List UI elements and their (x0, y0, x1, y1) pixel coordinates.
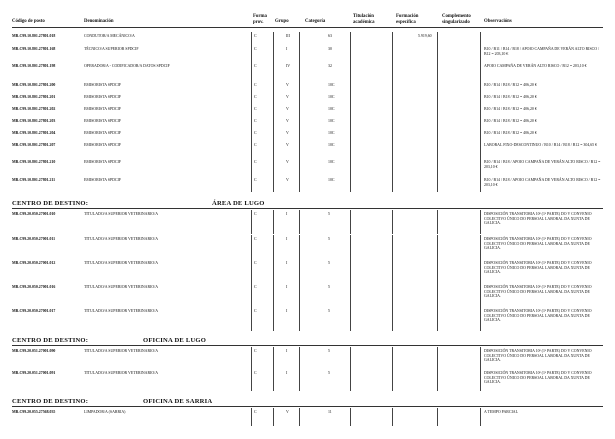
row-code: MR.C99.20.050.27001.010 (12, 212, 56, 216)
column-rule (437, 45, 438, 62)
row-categoria: 63 (328, 34, 332, 38)
row-categoria: 10C (328, 131, 335, 135)
row-categoria: 5 (328, 261, 330, 265)
row-categoria: 5 (328, 285, 330, 289)
row-denominacion: EMISORISTA SPDCIF (84, 107, 121, 111)
row-observaciones: B10 / B14 / B18 / B12 = 406,20 € (484, 131, 537, 135)
row-denominacion: EMISORISTA SPDCIF (84, 160, 121, 164)
column-rule (299, 235, 300, 259)
row-grupo: V (286, 178, 289, 182)
column-rule (251, 93, 252, 105)
column-rule (251, 105, 252, 117)
column-rule (273, 307, 274, 331)
row-denominacion: LIMPADOR/A (SARRIA) (84, 410, 126, 414)
column-rule (299, 307, 300, 331)
column-rule (437, 259, 438, 283)
row-grupo: V (286, 83, 289, 87)
row-code: MR.C99.10.801.27801.210 (12, 160, 56, 164)
column-rule (437, 117, 438, 129)
row-forma: C (254, 261, 257, 265)
row-code: MR.C99.10.801.27801.204 (12, 131, 56, 135)
column-rule (350, 129, 351, 141)
row-forma: C (254, 212, 257, 216)
column-rule (299, 259, 300, 283)
row-observaciones: DISPOSICIÓN TRANSITORIA 10ª (1ª PARTE) DO V CONVENIO COLECTIVO ÚNICO DO PERSOAL LABORAL DA XUNTA DE GALICIA. (484, 237, 592, 251)
row-code: MR.C99.10.801.27801.198 (12, 64, 56, 68)
column-rule (273, 347, 274, 369)
column-rule (392, 141, 393, 158)
column-rule (480, 210, 481, 234)
row-observaciones: LABORAL FIXO-DESCONTINUO / B10 / B14 / B18 / B12 = 304,65 € (484, 143, 598, 147)
column-rule (350, 259, 351, 283)
column-rule (299, 81, 300, 93)
row-grupo: V (286, 143, 289, 147)
row-categoria: 30 (328, 47, 332, 51)
column-rule (437, 81, 438, 93)
column-rule (350, 117, 351, 129)
row-forma: C (254, 237, 257, 241)
column-rule (392, 283, 393, 307)
row-forma: C (254, 34, 257, 38)
row-code: MR.C99.10.801.27801.018 (12, 34, 56, 38)
row-denominacion: EMISORISTA SPDCIF (84, 131, 121, 135)
column-rule (392, 235, 393, 259)
row-denominacion: TITULADO/A SUPERIOR VETERINARIO/A (84, 309, 159, 313)
column-rule (437, 129, 438, 141)
row-code: MR.C99.20.050.27001.016 (12, 285, 56, 289)
row-denominacion: EMISORISTA SPDCIF (84, 119, 121, 123)
row-denominacion: EMISORISTA SPDCIF (84, 143, 121, 147)
header-denominacion: Denominación (84, 19, 114, 24)
column-rule (251, 141, 252, 158)
centro-destino-label: CENTRO DE DESTINO: (12, 337, 89, 344)
column-rule (350, 158, 351, 176)
row-forma: C (254, 371, 257, 375)
section-rule (12, 345, 603, 346)
row-forma: C (254, 131, 257, 135)
column-rule (251, 259, 252, 283)
column-rule (299, 62, 300, 81)
row-categoria: 10C (328, 95, 335, 99)
column-rule (251, 307, 252, 331)
column-rule (251, 45, 252, 62)
column-rule (273, 283, 274, 307)
header-formacion: Formación específica (396, 14, 419, 25)
row-complemento: 5.919,60 (418, 34, 432, 38)
column-rule (273, 81, 274, 93)
row-denominacion: TITULADO/A SUPERIOR VETERINARIO/A (84, 371, 159, 375)
column-rule (480, 259, 481, 283)
row-categoria: 10C (328, 119, 335, 123)
column-rule (273, 129, 274, 141)
column-rule (273, 62, 274, 81)
column-rule (392, 158, 393, 176)
row-categoria: 10C (328, 178, 335, 182)
column-rule (251, 210, 252, 234)
row-grupo: I (286, 371, 288, 375)
row-observaciones: DISPOSICIÓN TRANSITORIA 10ª (1ª PARTE) DO V CONVENIO COLECTIVO ÚNICO DO PERSOAL LABORAL DA XUNTA DE GALICIA. (484, 349, 592, 363)
column-rule (437, 235, 438, 259)
column-rule (251, 81, 252, 93)
row-denominacion: TITULADO/A SUPERIOR VETERINARIO/A (84, 285, 159, 289)
column-rule (273, 45, 274, 62)
row-denominacion: TITULADO/A SUPERIOR VETERINARIO/A (84, 237, 159, 241)
row-categoria: 5 (328, 349, 330, 353)
column-rule (299, 283, 300, 307)
column-rule (299, 158, 300, 176)
column-rule (480, 369, 481, 391)
row-forma: C (254, 95, 257, 99)
header-codigo: Código de posto (12, 19, 45, 24)
column-rule (251, 235, 252, 259)
row-categoria: 10C (328, 107, 335, 111)
row-code: MR.C99.20.051.27001.090 (12, 349, 56, 353)
column-rule (392, 347, 393, 369)
column-rule (437, 141, 438, 158)
row-observaciones: DISPOSICIÓN TRANSITORIA 10ª (1ª PARTE) DO V CONVENIO COLECTIVO ÚNICO DO PERSOAL LABORAL DA XUNTA DE GALICIA. (484, 285, 592, 299)
row-categoria: 5 (328, 371, 330, 375)
column-rule (273, 32, 274, 45)
column-rule (480, 45, 481, 62)
row-grupo: IV (286, 64, 291, 68)
column-rule (392, 93, 393, 105)
column-rule (350, 62, 351, 81)
centro-destino-name: ÁREA DE LUGO (212, 200, 265, 207)
row-forma: C (254, 309, 257, 313)
column-rule (350, 210, 351, 234)
row-grupo: I (286, 237, 288, 241)
column-rule (350, 307, 351, 331)
column-rule (437, 369, 438, 391)
row-observaciones: B10 / B14 / B18 / B12 = 406,20 € (484, 95, 537, 99)
column-rule (299, 45, 300, 62)
column-rule (251, 408, 252, 426)
section-rule (12, 406, 603, 407)
column-rule (350, 93, 351, 105)
column-rule (273, 141, 274, 158)
column-rule (392, 117, 393, 129)
column-rule (480, 93, 481, 105)
row-denominacion: TITULADO/A SUPERIOR VETERINARIO/A (84, 349, 159, 353)
row-observaciones: B10 / B14 / B18 / B12 = 406,20 € (484, 107, 537, 111)
column-rule (480, 141, 481, 158)
column-rule (251, 62, 252, 81)
row-code: MR.C99.20.055.27568.035 (12, 410, 56, 414)
column-rule (251, 32, 252, 45)
column-rule (437, 158, 438, 176)
column-rule (480, 81, 481, 93)
column-rule (437, 62, 438, 81)
row-code: MR.C99.10.801.27801.211 (12, 178, 56, 182)
column-rule (392, 105, 393, 117)
row-observaciones: B10 / B11 / B14 / B18 / APOIO CAMPAÑA DE VERÁN ALTO RISCO / B12 = 203,10 € (484, 47, 600, 56)
column-rule (251, 347, 252, 369)
header-rule (12, 27, 603, 28)
centro-destino-name: OFICINA DE LUGO (143, 337, 207, 344)
column-rule (299, 176, 300, 192)
column-rule (251, 369, 252, 391)
row-grupo: V (286, 410, 289, 414)
column-rule (437, 210, 438, 234)
row-observaciones: DISPOSICIÓN TRANSITORIA 10ª (1ª PARTE) DO V CONVENIO COLECTIVO ÚNICO DO PERSOAL LABORAL DA XUNTA DE GALICIA. (484, 212, 592, 226)
row-forma: C (254, 47, 257, 51)
row-observaciones: APOIO CAMPAÑA DE VERÁN ALTO RISCO / B12 = 203,10 € (484, 64, 587, 68)
column-rule (392, 259, 393, 283)
row-forma: C (254, 83, 257, 87)
column-rule (299, 32, 300, 45)
column-rule (480, 32, 481, 45)
row-forma: C (254, 107, 257, 111)
column-rule (299, 129, 300, 141)
row-grupo: V (286, 119, 289, 123)
row-categoria: 10C (328, 160, 335, 164)
column-rule (480, 235, 481, 259)
row-observaciones: DISPOSICIÓN TRANSITORIA 10ª (1ª PARTE) DO V CONVENIO COLECTIVO ÚNICO DO PERSOAL LABORAL DA XUNTA DE GALICIA. (484, 261, 592, 275)
column-rule (350, 176, 351, 192)
row-grupo: I (286, 47, 288, 51)
column-rule (480, 176, 481, 192)
column-rule (392, 307, 393, 331)
row-denominacion: OPERADOR/A - CODIFICADOR/A DATOS SPDCIF (84, 64, 170, 68)
row-denominacion: TITULADO/A SUPERIOR VETERINARIO/A (84, 212, 159, 216)
column-rule (350, 32, 351, 45)
column-rule (392, 408, 393, 426)
column-rule (273, 408, 274, 426)
header-titulacion: Titulación académica (353, 14, 375, 25)
row-categoria: 10C (328, 83, 335, 87)
column-rule (480, 105, 481, 117)
column-rule (350, 81, 351, 93)
row-denominacion: EMISORISTA SPDCIF (84, 95, 121, 99)
row-code: MR.C99.20.050.27001.012 (12, 261, 56, 265)
column-rule (299, 210, 300, 234)
row-code: MR.C99.10.801.27801.207 (12, 143, 56, 147)
centro-destino-label: CENTRO DE DESTINO: (12, 398, 89, 405)
row-observaciones: B10 / B14 / B18 / B12 = 406,20 € (484, 119, 537, 123)
centro-destino-label: CENTRO DE DESTINO: (12, 200, 89, 207)
column-rule (480, 347, 481, 369)
row-denominacion: TÉCNICO/A SUPERIOR SPDCIF (84, 47, 139, 51)
row-forma: C (254, 410, 257, 414)
header-observaciones: Observacións (484, 19, 512, 24)
row-categoria: 10C (328, 143, 335, 147)
row-grupo: V (286, 160, 289, 164)
row-grupo: V (286, 95, 289, 99)
row-categoria: 5 (328, 309, 330, 313)
column-rule (392, 176, 393, 192)
column-rule (392, 62, 393, 81)
column-rule (437, 93, 438, 105)
column-rule (251, 283, 252, 307)
row-forma: C (254, 349, 257, 353)
column-rule (350, 45, 351, 62)
row-code: MR.C99.10.801.27801.202 (12, 107, 56, 111)
row-grupo: I (286, 285, 288, 289)
column-rule (437, 307, 438, 331)
column-rule (299, 117, 300, 129)
column-rule (273, 105, 274, 117)
column-rule (392, 210, 393, 234)
column-rule (273, 158, 274, 176)
row-code: MR.C99.10.801.27801.168 (12, 47, 56, 51)
column-rule (437, 105, 438, 117)
column-rule (299, 369, 300, 391)
row-code: MR.C99.10.801.27801.201 (12, 95, 56, 99)
column-rule (392, 81, 393, 93)
column-rule (299, 105, 300, 117)
row-denominacion: TITULADO/A SUPERIOR VETERINARIO/A (84, 261, 159, 265)
header-complemento: Complemento singularizado (442, 14, 471, 25)
column-rule (299, 408, 300, 426)
column-rule (350, 105, 351, 117)
row-grupo: V (286, 107, 289, 111)
row-forma: C (254, 178, 257, 182)
row-forma: C (254, 119, 257, 123)
header-forma: Forma prov. (253, 14, 267, 25)
column-rule (480, 117, 481, 129)
column-rule (437, 408, 438, 426)
column-rule (273, 210, 274, 234)
column-rule (273, 117, 274, 129)
row-forma: C (254, 160, 257, 164)
row-denominacion: EMISORISTA SPDCIF (84, 83, 121, 87)
row-grupo: V (286, 131, 289, 135)
column-rule (480, 62, 481, 81)
row-categoria: 32 (328, 64, 332, 68)
column-rule (437, 283, 438, 307)
centro-destino-name: OFICINA DE SARRIA (143, 398, 213, 405)
column-rule (437, 347, 438, 369)
row-observaciones: B10 / B14 / B18 / B12 = 406,20 € (484, 83, 537, 87)
row-observaciones: DISPOSICIÓN TRANSITORIA 10ª (1ª PARTE) DO V CONVENIO COLECTIVO ÚNICO DO PERSOAL LABORAL DA XUNTA DE GALICIA. (484, 309, 592, 323)
column-rule (480, 307, 481, 331)
row-forma: C (254, 285, 257, 289)
row-observaciones: B10 / B14 / B18 / APOIO CAMPAÑA DE VERÁN ALTO RISCO / B12 = 203,10 € (484, 160, 601, 169)
column-rule (251, 176, 252, 192)
row-grupo: I (286, 212, 288, 216)
column-rule (350, 347, 351, 369)
column-rule (480, 129, 481, 141)
row-categoria: 5 (328, 237, 330, 241)
row-categoria: 11 (328, 410, 332, 414)
column-rule (480, 408, 481, 426)
row-grupo: III (286, 34, 290, 38)
row-observaciones: DISPOSICIÓN TRANSITORIA 10ª (1ª PARTE) DO V CONVENIO COLECTIVO ÚNICO DO PERSOAL LABORAL DA XUNTA DE GALICIA. (484, 371, 592, 385)
row-categoria: 5 (328, 212, 330, 216)
column-rule (251, 158, 252, 176)
row-forma: C (254, 64, 257, 68)
column-rule (251, 117, 252, 129)
column-rule (273, 259, 274, 283)
column-rule (350, 283, 351, 307)
row-observaciones: A TEMPO PARCIAL (484, 410, 518, 414)
row-denominacion: EMISORISTA SPDCIF (84, 178, 121, 182)
column-rule (299, 93, 300, 105)
row-code: MR.C99.20.051.27001.091 (12, 371, 56, 375)
column-rule (437, 32, 438, 45)
row-grupo: I (286, 261, 288, 265)
column-rule (350, 141, 351, 158)
column-rule (350, 408, 351, 426)
column-rule (273, 369, 274, 391)
column-rule (251, 129, 252, 141)
row-grupo: I (286, 349, 288, 353)
column-rule (350, 369, 351, 391)
row-grupo: I (286, 309, 288, 313)
column-rule (273, 176, 274, 192)
row-denominacion: CONDUTOR/A MECÁNICO/A (84, 34, 135, 38)
row-code: MR.C99.20.050.27001.011 (12, 237, 56, 241)
row-forma: C (254, 143, 257, 147)
row-observaciones: B10 / B14 / B18 / APOIO CAMPAÑA DE VERÁN ALTO RISCO / B12 = 203,10 € (484, 178, 601, 187)
section-rule (12, 208, 603, 209)
column-rule (392, 369, 393, 391)
column-rule (299, 141, 300, 158)
column-rule (437, 176, 438, 192)
column-rule (273, 235, 274, 259)
column-rule (273, 93, 274, 105)
column-rule (480, 158, 481, 176)
header-grupo: Grupo (275, 19, 289, 24)
row-code: MR.C99.10.801.27801.200 (12, 83, 56, 87)
column-rule (480, 283, 481, 307)
header-categoria: Categoría (305, 19, 326, 24)
column-rule (392, 32, 393, 45)
row-code: MR.C99.10.801.27801.203 (12, 119, 56, 123)
row-code: MR.C99.20.050.27001.017 (12, 309, 56, 313)
column-rule (392, 45, 393, 62)
column-rule (392, 129, 393, 141)
column-rule (350, 235, 351, 259)
column-rule (299, 347, 300, 369)
